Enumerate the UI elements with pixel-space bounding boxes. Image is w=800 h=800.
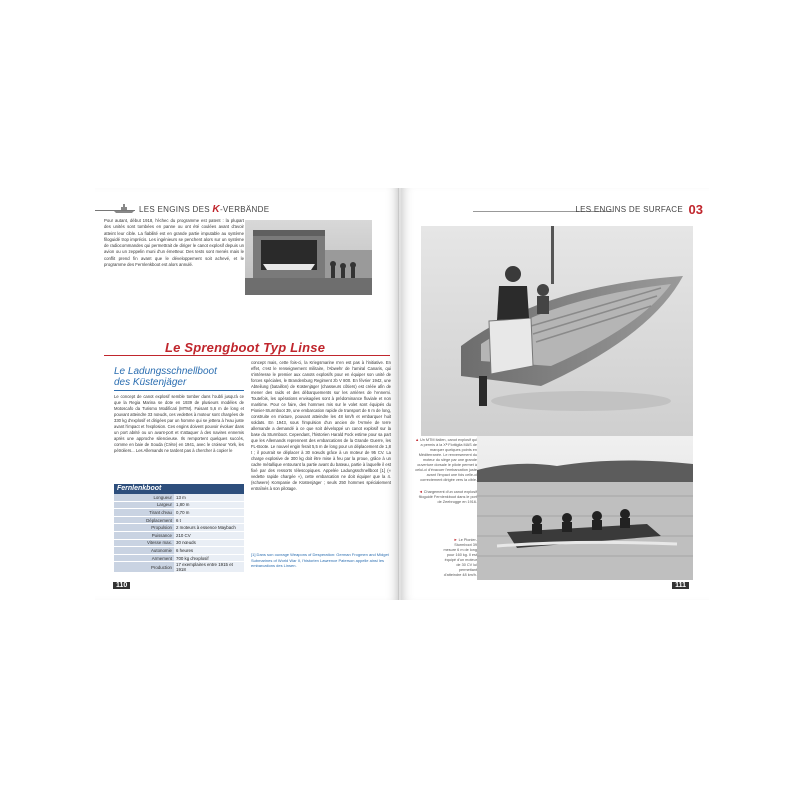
right-header-text: LES ENGINS DE SURFACE <box>575 205 683 214</box>
spec-table <box>114 494 244 573</box>
spec-value: 13 m <box>174 494 244 501</box>
section-rule <box>114 390 244 391</box>
spec-value: 700 kg d'explosif <box>174 554 244 562</box>
photo-caption-1: ▲ Un MTM italien, canot explosif qui a permis à la Xª Flottiglia MAS de marquer quelques points en Méditerranée. Le renversement du moteur du siège par une grande ouverture dorsale le pilote permet à celui-ci d'évacuer l'embarcation juste avant l'impact une fois celle-ci correctement dirigée vers la cible. <box>415 438 477 482</box>
footnote: [1] Dans son ouvrage Weapons of Desperation: German Frogmen and Midget Submarines of World War II, l'historien Lawrence Paterson appelle ainsi les embarcations des Linsen. <box>251 552 389 568</box>
bunker-photo <box>245 220 372 295</box>
spec-value: 0,70 m <box>174 509 244 517</box>
spec-key: Largeur <box>114 501 174 509</box>
spec-key: Production <box>114 562 174 573</box>
spec-key: Puissance <box>114 531 174 539</box>
spec-row <box>114 494 244 501</box>
caption-arrow-icon: ► <box>453 538 459 542</box>
sturmboot-photo <box>477 436 693 580</box>
spec-value: 2 moteurs à essence Maybach <box>174 524 244 532</box>
header-rule <box>95 210 135 211</box>
spec-row <box>114 562 244 573</box>
spec-key: Tirant d'eau <box>114 509 174 517</box>
body-column-1: Le concept de canot explosif semble tomber dans l'oubli jusqu'à ce que la Regia Marina se dote en 1939 de plusieurs modèles de Motoscafo da Turismo Modificati (MTM). Faisant 5,6 m de long et pouvant atteindre 33 nœuds, ces vedettes à moteur sont chargées de 330 kg d'explosif et dirigées par un homme qui se jettera à l'eau juste avant l'impact et l'explosion. Ces engins doivent pouvoir évoluer dans un port abrité ou un avant-port et s'attaquer à des navires ennemis après une approche silencieuse. Ils remportent quelques succès, comme en baie de Souda (Crète) en 1941, avec le croiseur York, les pétroliers... Les Allemands ne tardent pas à chercher à copier le <box>114 394 244 453</box>
photo-caption-2: ◄ Chargement d'un canot explosif filoguidé Fernlenkboot dans le port de Zeebrugge en 1916. <box>418 490 477 504</box>
caption-arrow-icon: ◄ <box>418 490 424 494</box>
spec-key: Armement <box>114 554 174 562</box>
spec-value: 210 CV <box>174 531 244 539</box>
right-page <box>401 188 709 600</box>
spec-row <box>114 516 244 524</box>
spec-table-title: Fernlenkboot <box>114 484 244 494</box>
spec-row <box>114 531 244 539</box>
spec-value: 6 heures <box>174 547 244 555</box>
spec-value: 1,80 m <box>174 501 244 509</box>
spec-row <box>114 539 244 547</box>
spec-value: 30 nœuds <box>174 539 244 547</box>
spec-value: 17 exemplaires entre 1915 et 1918 <box>174 562 244 573</box>
chapter-number: 03 <box>688 202 703 217</box>
spec-key: Propulsion <box>114 524 174 532</box>
spec-row <box>114 509 244 517</box>
title-rule <box>104 355 390 356</box>
caption-arrow-icon: ▲ <box>415 438 421 442</box>
right-running-header <box>401 202 709 218</box>
left-header-text: LES ENGINS DES K-VERBÄNDE <box>139 204 270 215</box>
page-number-right: 111 <box>672 582 689 589</box>
spec-row <box>114 501 244 509</box>
spec-row <box>114 554 244 562</box>
spec-key: Vitesse max. <box>114 539 174 547</box>
spec-key: Déplacement <box>114 516 174 524</box>
submarine-icon <box>113 202 135 214</box>
left-page <box>95 188 399 600</box>
spec-row <box>114 547 244 555</box>
section-title <box>114 366 244 388</box>
mtm-boat-photo <box>421 226 693 436</box>
header-k-letter: K <box>212 204 220 215</box>
spec-value: 6 t <box>174 516 244 524</box>
spec-row <box>114 524 244 532</box>
intro-paragraph: Pour autant, début 1918, l'échec du programme est patent : la plupart des unités sont tombées en panne ou ont été coulées avant d'avoir atteint leur cible. La fiabilité est en grande partie imputable au système filoguidé trop imprécis. Les ingénieurs se penchent alors sur un système de radiocommandes qui permettrait de diriger le canot explosif depuis un avion ou un zeppelin muni d'un émetteur. Des tests sont menés mais le conflit prend fin avant que le développement soit achevé, et le programme des Fernlenkboot est alors annulé. <box>104 218 244 268</box>
section-title-line1: Le Ladungsschnellboot <box>114 366 217 377</box>
left-running-header <box>95 204 399 216</box>
main-title: Le Sprengboot Typ Linse <box>165 340 326 355</box>
photo-caption-3: ► Le Pionier-Sturmboot 39 mesure 6 m de long pour 160 kg. Il est équipé d'un moteur de 30 CV lui permettant d'atteindre 48 km/h. <box>443 538 477 577</box>
section-title-line2: des Küstenjäger <box>114 377 187 388</box>
magazine-spread <box>95 188 709 600</box>
spec-key: Autonomie <box>114 547 174 555</box>
page-number-left: 110 <box>113 582 130 589</box>
body-column-2: concept mais, cette fois-ci, la Kriegsmarine n'en est pas à l'initiative. En effet, c'est le renseignement militaire, l'Abwehr de l'amiral Canaris, qui s'intéresse le premier aux canots explosifs pour en équiper son unité de forces spéciales, le Brandenburg Regiment zb V 800. En février 1942, une Abteilung (bataillon) de Küstenjäger (chasseurs côtiers) est créée afin de mener des raids et des débarquements sur les arrières de l'ennemi. Toutefois, les opérations envisagées sont à prédominance fluviale et non maritime. Pour ce faire, des hommes mis sur le volet sont équipés du Pionier-Sturmboot 39, une embarcation rapide de transport de 6 m de long, construite en mixture, pouvant atteindre les 48 km/h et embarquer huit soldats. En 1943, sous l'impulsion d'un ancien de l'Armée de terre allemande a demandé à ce que soit développé un canot explosif sur la base du Sturmboot. Cependant, l'historien Harald Fock estime pour sa part que les Allemands reprennent des embarcations de la Grande Guerre, les FL-Boote. Le nouvel engin ferait 5,5 m de long pour un déplacement de 1,8 t ; il pourrait se déplacer à 30 nœuds grâce à un moteur de 95 CV. La charge explosive de 300 kg doit être mise à feu par la proue, grâce à un cadre métallique entourant la partie avant du bateau, partie à laquelle il est fixé par des ressorts télescopiques. Appelée Ladungsschnellboot [1] (« vedette rapide chargée »), cette embarcation ne doit équiper que la 4. (schwere) Kompanie de Küstenjäger ; seuls 250 hommes spécialement entraînés à son pilotage. <box>251 360 391 491</box>
spec-key: Longueur <box>114 494 174 501</box>
